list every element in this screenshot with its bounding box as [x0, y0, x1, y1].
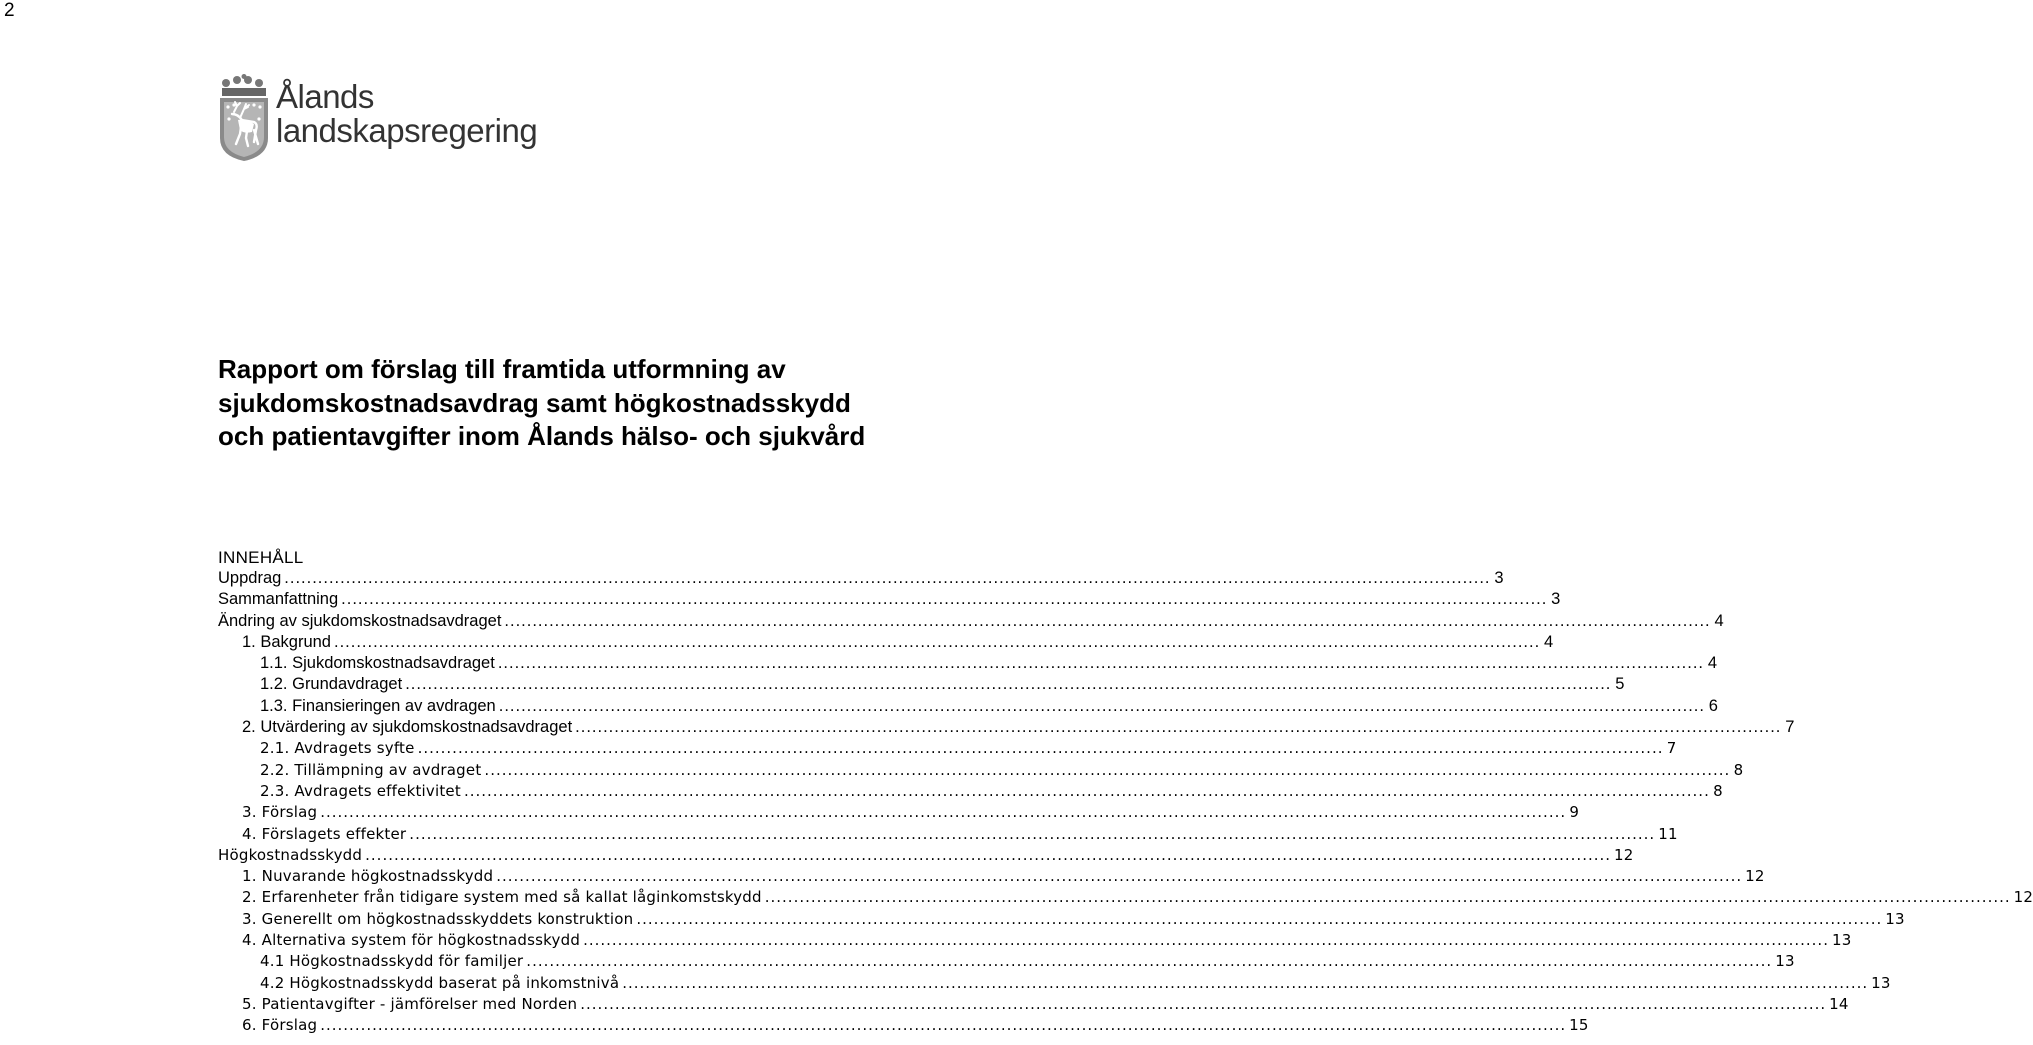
- toc-leader-dots: [580, 994, 1826, 1015]
- toc-entry-label: 2.2. Tillämpning av avdraget: [260, 760, 482, 779]
- toc-leader-dots: [498, 653, 1704, 674]
- toc-leader-dots: [504, 611, 1710, 632]
- toc-leader-dots: [464, 781, 1710, 802]
- toc-entry-page: 3: [1494, 569, 1504, 587]
- toc-entry-label: 2.3. Avdragets effektivitet: [260, 781, 461, 800]
- toc-entry-page: 4: [1707, 654, 1718, 673]
- toc-entry-page: 7: [1666, 739, 1677, 758]
- toc-leader-dots: [365, 845, 1611, 866]
- toc-entry-page: 9: [1569, 803, 1580, 822]
- toc-entry-page: 13: [1885, 909, 1905, 928]
- toc-entry[interactable]: [218, 909, 1905, 930]
- toc-entry-page: 12: [1745, 867, 1765, 886]
- toc-entry-page: 15: [1569, 1016, 1589, 1035]
- toc-entry[interactable]: [218, 653, 1718, 674]
- toc-entry[interactable]: [218, 760, 1744, 781]
- toc-entry-label: 3. Generellt om högkostnadsskyddets konstruktion: [242, 909, 634, 928]
- toc-leader-dots: [409, 824, 1655, 845]
- toc-entry-label: Ändring av sjukdomskostnadsavdraget: [218, 611, 502, 630]
- toc-entry-label: 1.3. Finansieringen av avdragen: [260, 696, 496, 715]
- toc-entry-page: 6: [1708, 696, 1718, 715]
- toc-entry[interactable]: [218, 887, 2033, 908]
- logo-text-line1: Ålands: [276, 78, 374, 115]
- toc-entry-page: 3: [1551, 590, 1561, 609]
- toc-entry[interactable]: [218, 994, 1849, 1015]
- toc-entry-label: 2.1. Avdragets syfte: [260, 739, 415, 758]
- toc-leader-dots: [284, 568, 1490, 589]
- toc-entry[interactable]: [218, 674, 1625, 695]
- page-number: 2: [4, 0, 15, 21]
- title-line: Rapport om förslag till framtida utformning av: [218, 354, 786, 384]
- logo-text-line2: landskapsregering: [276, 112, 538, 149]
- toc-entry-label: 4. Förslagets effekter: [242, 824, 407, 843]
- toc-entry-page: 7: [1785, 718, 1795, 737]
- toc-entry[interactable]: [218, 973, 1891, 994]
- toc-leader-dots: [583, 930, 1829, 951]
- toc-entry-label: Högkostnadsskydd: [218, 845, 363, 864]
- toc-entry[interactable]: [218, 1015, 1589, 1036]
- toc-leader-dots: [622, 973, 1868, 994]
- toc-leader-dots: [418, 738, 1664, 759]
- toc-entry-page: 12: [1614, 845, 1634, 864]
- toc-entry-page: 13: [1831, 931, 1852, 950]
- toc-entry-label: 4.2 Högkostnadsskydd baserat på inkomstnivå: [260, 973, 620, 992]
- document-title: [218, 353, 918, 454]
- title-line: sjukdomskostnadsavdrag samt högkostnadsskydd: [218, 387, 851, 418]
- toc-leader-dots: [405, 674, 1611, 695]
- toc-entry[interactable]: [218, 696, 1718, 717]
- toc-entry-page: 8: [1733, 760, 1744, 779]
- toc-entry-page: 8: [1713, 781, 1723, 800]
- toc-entry-label: 1. Nuvarande högkostnadsskydd: [242, 867, 494, 886]
- toc-entry[interactable]: [218, 951, 1795, 972]
- toc-entry[interactable]: [218, 717, 1795, 738]
- toc-entry[interactable]: [218, 738, 1677, 759]
- toc-entry-label: 1. Bakgrund: [242, 632, 331, 651]
- toc-entry[interactable]: [218, 824, 1678, 845]
- toc-leader-dots: [636, 909, 1882, 930]
- toc-entry-label: 5. Patientavgifter - jämförelser med Norden: [242, 994, 578, 1013]
- toc-entry-label: Sammanfattning: [218, 590, 339, 609]
- toc-entry[interactable]: [218, 802, 1580, 823]
- toc-entry-label: 4. Alternativa system för högkostnadsskydd: [242, 931, 581, 950]
- table-of-contents: [218, 568, 2033, 1037]
- toc-entry-label: 1.1. Sjukdomskostnadsavdraget: [260, 654, 495, 673]
- toc-entry-page: 12: [2013, 888, 2033, 907]
- toc-leader-dots: [496, 866, 1742, 887]
- toc-entry-page: 5: [1615, 675, 1625, 694]
- toc-leader-dots: [320, 1015, 1566, 1036]
- toc-entry-label: 1.2. Grundavdraget: [260, 675, 403, 694]
- toc-entry-page: 14: [1829, 994, 1849, 1013]
- toc-entry[interactable]: [218, 611, 1724, 632]
- toc-entry[interactable]: [218, 845, 1634, 866]
- toc-entry[interactable]: [218, 568, 1504, 589]
- toc-entry-label: 2. Erfarenheter från tidigare system med så kallat låginkomstskydd: [242, 888, 762, 907]
- toc-heading: INNEHÅLL: [218, 548, 304, 567]
- toc-entry-label: Uppdrag: [218, 569, 282, 587]
- toc-leader-dots: [341, 589, 1547, 610]
- coat-of-arms-icon: [218, 74, 270, 162]
- logo: [218, 74, 548, 166]
- toc-entry-page: 4: [1544, 632, 1554, 651]
- toc-entry[interactable]: [218, 589, 1561, 610]
- toc-leader-dots: [575, 717, 1781, 738]
- toc-entry[interactable]: [218, 781, 1723, 802]
- toc-leader-dots: [320, 802, 1566, 823]
- toc-entry-label: 4.1 Högkostnadsskydd för familjer: [260, 952, 524, 971]
- toc-entry-label: 6. Förslag: [242, 1016, 318, 1035]
- toc-entry-label: 3. Förslag: [242, 803, 318, 822]
- toc-leader-dots: [499, 696, 1705, 717]
- toc-leader-dots: [526, 951, 1772, 972]
- toc-leader-dots: [334, 632, 1540, 653]
- toc-entry[interactable]: [218, 866, 1765, 887]
- toc-leader-dots: [765, 887, 2011, 908]
- toc-entry-page: 11: [1658, 824, 1678, 843]
- toc-leader-dots: [484, 760, 1730, 781]
- toc-entry-page: 13: [1775, 952, 1795, 971]
- toc-entry-page: 4: [1714, 611, 1724, 630]
- toc-entry[interactable]: [218, 632, 1554, 653]
- toc-entry-page: 13: [1871, 973, 1891, 992]
- title-line: och patientavgifter inom Ålands hälso- och sjukvård: [218, 421, 866, 451]
- toc-entry-label: 2. Utvärdering av sjukdomskostnadsavdraget: [242, 718, 573, 737]
- toc-entry[interactable]: [218, 930, 1852, 951]
